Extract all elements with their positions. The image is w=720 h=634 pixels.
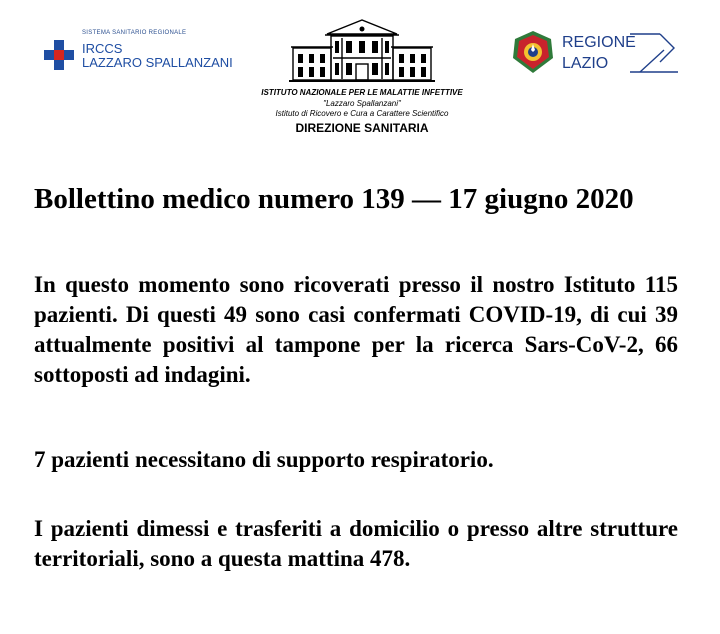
regione-lazio-emblem-icon [512,30,554,74]
bulletin-paragraph-patients: In questo momento sono ricoverati presso il nostro Istituto 115 pazienti. Di questi 49 sono casi confermati COVID-19, di cui 39 attualmente positivi al tampone per la ricerca Sars-CoV-2, 66 sottoposti ad indagini. [34,272,678,387]
left-logo-line2: LAZZARO SPALLANZANI [82,55,233,70]
left-logo-line1: IRCCS [82,41,123,56]
institute-building-icon [287,18,437,86]
spallanzani-logo [44,30,234,78]
regione-lazio-chevron-icon [630,32,680,74]
department-name: DIREZIONE SANITARIA [295,121,429,135]
medical-cross-icon [44,40,74,70]
bulletin-paragraph-respiratory: 7 pazienti necessitano di supporto respiratorio. [34,447,494,472]
left-logo-caption: SISTEMA SANITARIO REGIONALE [82,30,187,36]
bulletin-title: Bollettino medico numero 139 — 17 giugno 2020 [34,183,634,215]
regione-lazio-logo [512,30,682,78]
institute-header [238,18,486,135]
right-logo-line2: LAZIO [562,55,609,72]
right-logo-line1: REGIONE [562,34,636,51]
institute-subtitle: Istituto di Ricovero e Cura a Carattere Scientifico [275,109,449,118]
institute-quote: "Lazzaro Spallanzani" [323,99,401,108]
institute-name: ISTITUTO NAZIONALE PER LE MALATTIE INFETTIVE [261,88,463,97]
bulletin-paragraph-discharged: I pazienti dimessi e trasferiti a domicilio o presso altre strutture territoriali, sono a questa mattina 478. [34,516,678,571]
